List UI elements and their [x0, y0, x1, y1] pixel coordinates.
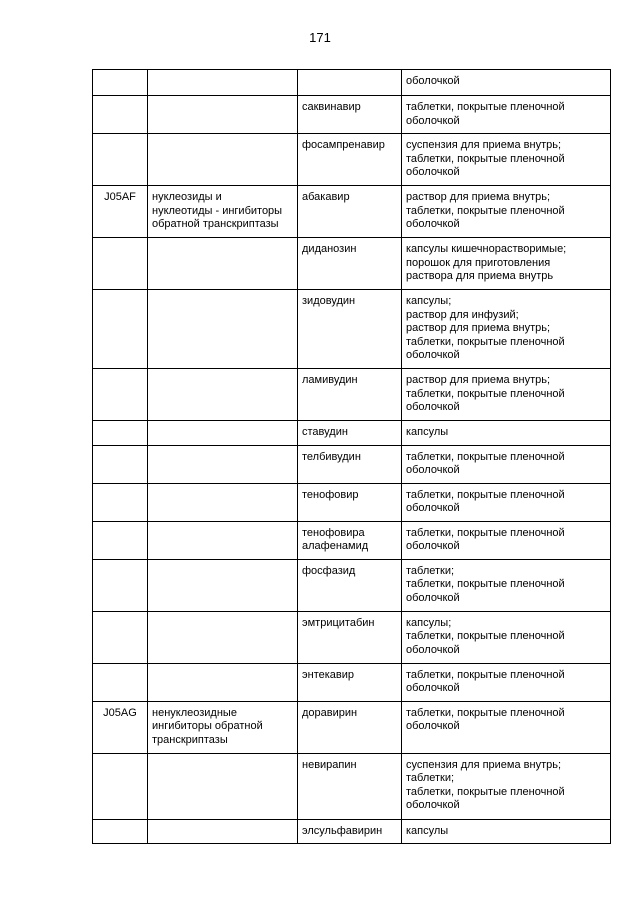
- group-name-cell: [148, 445, 298, 483]
- forms-line: таблетки, покрытые пленочной: [406, 101, 565, 113]
- atc-code-cell: [93, 421, 148, 446]
- table-row: [93, 445, 611, 483]
- group-line: нуклеозиды и: [152, 191, 222, 203]
- atc-code-cell: [93, 611, 148, 663]
- drug-name-cell: [298, 134, 402, 186]
- dosage-forms-cell: [402, 483, 611, 521]
- atc-code-cell: [93, 819, 148, 844]
- group-name-cell: [148, 611, 298, 663]
- dosage-forms-cell: [402, 521, 611, 559]
- drug-line: алафенамид: [302, 540, 369, 552]
- drug-table-body: [93, 70, 611, 844]
- forms-line: оболочкой: [406, 682, 460, 694]
- forms-line: оболочкой: [406, 349, 460, 361]
- dosage-forms-cell: [402, 819, 611, 844]
- drug-line: зидовудин: [302, 295, 356, 307]
- forms-line: таблетки, покрытые пленочной: [406, 785, 565, 798]
- forms-line: таблетки, покрытые пленочной: [406, 526, 565, 539]
- drug-name-cell: [298, 70, 402, 96]
- forms-line: раствор для приема внутрь;: [406, 374, 551, 386]
- forms-line: суспензия для приема внутрь;: [406, 139, 562, 151]
- drug-name-cell: [298, 701, 402, 753]
- atc-code-cell: [93, 134, 148, 186]
- table-row: [93, 238, 611, 290]
- forms-line: таблетки, покрытые пленочной: [406, 578, 565, 590]
- dosage-forms-cell: [402, 238, 611, 290]
- drug-line: диданозин: [302, 243, 357, 255]
- dosage-forms-cell: [402, 701, 611, 753]
- drug-line: абакавир: [302, 191, 350, 203]
- group-name-cell: [148, 238, 298, 290]
- atc-code-cell: [93, 369, 148, 421]
- forms-line: капсулы;: [406, 616, 452, 629]
- drug-name-cell: [298, 483, 402, 521]
- forms-line: таблетки, покрытые пленочной: [406, 630, 565, 642]
- table-row: [93, 70, 611, 96]
- forms-line: капсулы: [406, 824, 449, 837]
- drug-name-cell: [298, 186, 402, 238]
- drug-line: невирапин: [302, 758, 357, 771]
- forms-line: оболочкой: [406, 591, 460, 604]
- forms-line: оболочкой: [406, 799, 460, 811]
- dosage-forms-cell: [402, 753, 611, 819]
- dosage-forms-cell: [402, 611, 611, 663]
- group-name-cell: [148, 186, 298, 238]
- drug-line: ставудин: [302, 426, 348, 438]
- group-name-cell: [148, 753, 298, 819]
- drug-name-cell: [298, 290, 402, 369]
- dosage-forms-cell: [402, 559, 611, 611]
- dosage-forms-cell: [402, 134, 611, 186]
- group-name-cell: [148, 369, 298, 421]
- group-line: ингибиторы обратной: [152, 720, 263, 732]
- forms-line: оболочкой: [406, 643, 460, 656]
- table-row: [93, 611, 611, 663]
- atc-code-cell: [93, 521, 148, 559]
- forms-line: раствор для приема внутрь;: [406, 191, 551, 203]
- group-name-cell: [148, 134, 298, 186]
- forms-line: таблетки, покрытые пленочной: [406, 450, 565, 463]
- table-row: [93, 96, 611, 134]
- atc-code-cell: [93, 96, 148, 134]
- group-name-cell: [148, 559, 298, 611]
- group-name-cell: [148, 70, 298, 96]
- drug-line: телбивудин: [302, 450, 361, 463]
- forms-line: раствор для приема внутрь;: [406, 322, 551, 334]
- dosage-forms-cell: [402, 96, 611, 134]
- dosage-forms-cell: [402, 70, 611, 96]
- group-name-cell: [148, 819, 298, 844]
- drug-line: элсульфавирин: [302, 824, 383, 837]
- forms-line: оболочкой: [406, 218, 460, 230]
- forms-line: таблетки, покрытые пленочной: [406, 335, 565, 348]
- table-row: [93, 753, 611, 819]
- dosage-forms-cell: [402, 369, 611, 421]
- drug-line: доравирин: [302, 706, 358, 719]
- drug-name-cell: [298, 663, 402, 701]
- table-row: [93, 290, 611, 369]
- drug-name-cell: [298, 238, 402, 290]
- drug-line: энтекавир: [302, 668, 354, 681]
- table-row: [93, 663, 611, 701]
- group-name-cell: [148, 701, 298, 753]
- table-row: [93, 134, 611, 186]
- forms-line: раствора для приема внутрь: [406, 270, 554, 282]
- table-row: [93, 559, 611, 611]
- atc-code-cell: [93, 663, 148, 701]
- group-name-cell: [148, 483, 298, 521]
- drug-line: тенофовира: [302, 526, 365, 539]
- dosage-forms-cell: [402, 421, 611, 446]
- drug-line: фосфазид: [302, 564, 356, 577]
- drug-line: тенофовир: [302, 488, 359, 501]
- forms-line: таблетки;: [406, 564, 455, 577]
- group-name-cell: [148, 421, 298, 446]
- table-row: [93, 483, 611, 521]
- forms-line: оболочкой: [406, 114, 460, 127]
- drug-name-cell: [298, 445, 402, 483]
- forms-line: таблетки, покрытые пленочной: [406, 204, 565, 217]
- atc-code-cell: [93, 238, 148, 290]
- table-row: [93, 186, 611, 238]
- table-row: [93, 701, 611, 753]
- drug-name-cell: [298, 369, 402, 421]
- forms-line: оболочкой: [406, 502, 460, 514]
- group-line: транскриптазы: [152, 733, 228, 746]
- atc-code-cell: [93, 445, 148, 483]
- group-line: обратной транскриптазы: [152, 218, 279, 230]
- drug-line: фосампренавир: [302, 139, 385, 151]
- forms-line: капсулы кишечнорастворимые;: [406, 243, 567, 255]
- forms-line: капсулы;: [406, 295, 452, 307]
- drug-line: саквинавир: [302, 101, 361, 113]
- forms-line: таблетки;: [406, 772, 455, 784]
- atc-code-cell: [93, 559, 148, 611]
- table-row: [93, 421, 611, 446]
- group-name-cell: [148, 290, 298, 369]
- atc-code-cell: [93, 290, 148, 369]
- forms-line: таблетки, покрытые пленочной: [406, 387, 565, 400]
- group-name-cell: [148, 663, 298, 701]
- atc-code-cell: [93, 483, 148, 521]
- dosage-forms-cell: [402, 290, 611, 369]
- drug-line: ламивудин: [302, 374, 358, 386]
- forms-line: оболочкой: [406, 166, 460, 178]
- group-name-cell: [148, 96, 298, 134]
- drug-name-cell: [298, 753, 402, 819]
- table-row: [93, 819, 611, 844]
- atc-code-cell: [93, 753, 148, 819]
- drug-line: эмтрицитабин: [302, 616, 375, 629]
- forms-line: таблетки, покрытые пленочной: [406, 706, 565, 719]
- forms-line: капсулы: [406, 426, 449, 438]
- dosage-forms-cell: [402, 663, 611, 701]
- forms-line: раствор для инфузий;: [406, 308, 519, 321]
- forms-line: оболочкой: [406, 75, 460, 87]
- forms-line: таблетки, покрытые пленочной: [406, 668, 565, 681]
- drug-name-cell: [298, 611, 402, 663]
- forms-line: порошок для приготовления: [406, 256, 551, 269]
- drug-name-cell: [298, 96, 402, 134]
- drug-name-cell: [298, 819, 402, 844]
- dosage-forms-cell: [402, 186, 611, 238]
- drug-name-cell: [298, 421, 402, 446]
- drug-table: [92, 69, 611, 844]
- group-line: ненуклеозидные: [152, 706, 237, 719]
- table-row: [93, 369, 611, 421]
- forms-line: таблетки, покрытые пленочной: [406, 152, 565, 165]
- drug-name-cell: [298, 559, 402, 611]
- forms-line: оболочкой: [406, 720, 460, 732]
- forms-line: таблетки, покрытые пленочной: [406, 488, 565, 501]
- group-line: нуклеотиды - ингибиторы: [152, 204, 283, 217]
- drug-name-cell: [298, 521, 402, 559]
- atc-code-cell: [93, 70, 148, 96]
- forms-line: оболочкой: [406, 464, 460, 476]
- atc-code-cell: J05AG: [93, 701, 148, 753]
- forms-line: оболочкой: [406, 401, 460, 413]
- dosage-forms-cell: [402, 445, 611, 483]
- forms-line: оболочкой: [406, 540, 460, 552]
- forms-line: суспензия для приема внутрь;: [406, 758, 562, 771]
- page-number: 171: [309, 30, 331, 45]
- atc-code-cell: J05AF: [93, 186, 148, 238]
- table-row: [93, 521, 611, 559]
- group-name-cell: [148, 521, 298, 559]
